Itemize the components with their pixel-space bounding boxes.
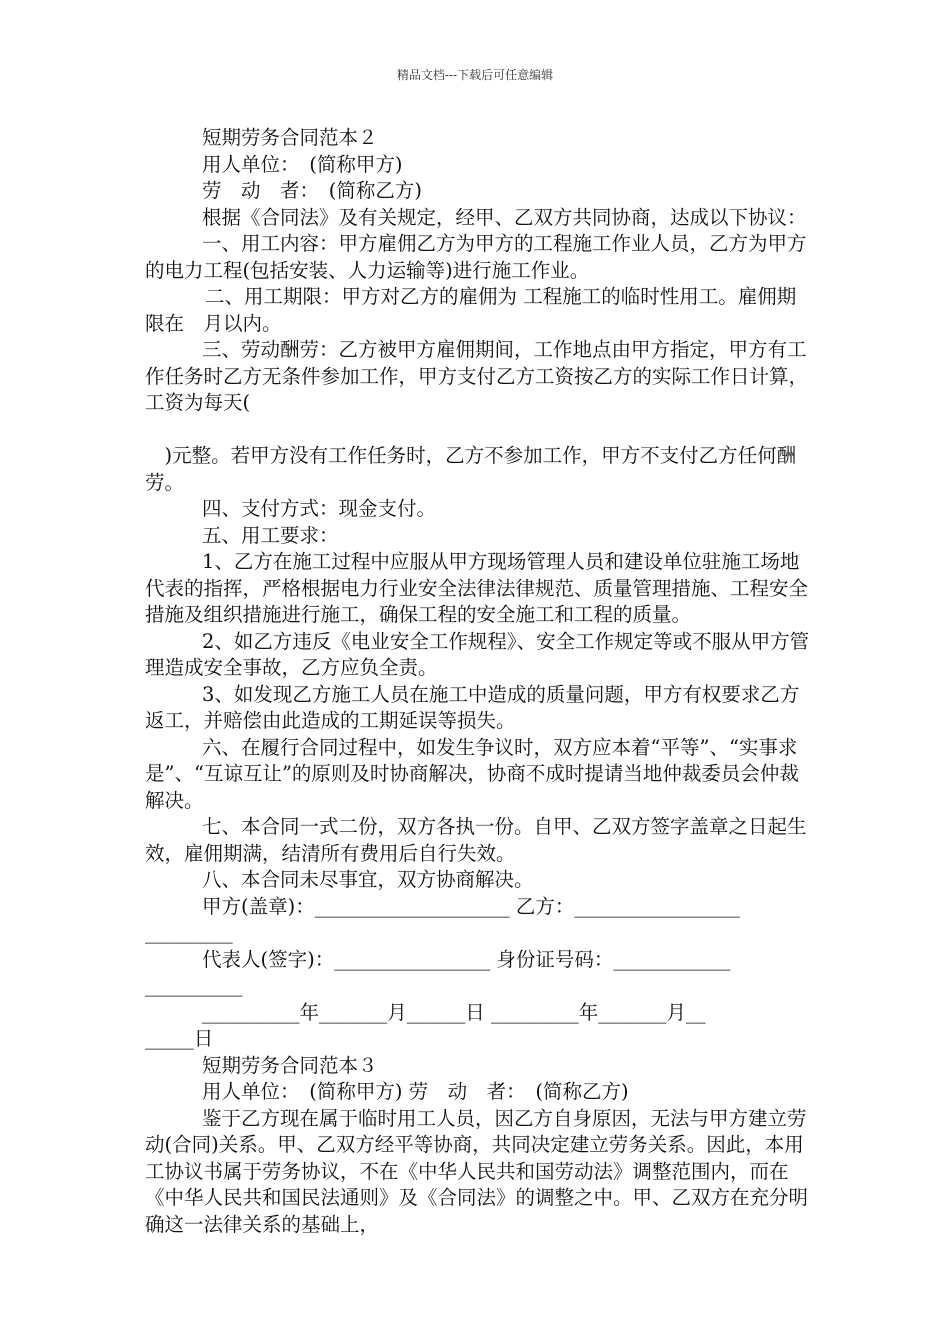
clause-1: 一、用工内容：甲方雇佣乙方为甲方的工程施工作业人员，乙方为甲方的电力工程(包括安装、人力运输等)进行施工作业。 xyxy=(145,232,807,282)
signature-line-date-continued: _____日 xyxy=(145,1027,214,1050)
clause-3: 三、劳动酬劳：乙方被甲方雇佣期间，工作地点由甲方指定，甲方有工作任务时乙方无条件参加工作，甲方支付乙方工资按乙方的实际工作日计算，工资为每天( xyxy=(145,338,809,414)
clause-3-continued: )元整。若甲方没有工作任务时，乙方不参加工作，甲方不支付乙方任何酬劳。 xyxy=(145,444,797,494)
parties-line-3: 用人单位： (简称甲方) 劳 动 者： (简称乙方) xyxy=(202,1080,629,1103)
contract-document xyxy=(145,125,810,1238)
signature-line-parties-continued: _________ xyxy=(145,921,233,944)
signature-line-parties: 甲方(盖章)：____________________ 乙方：_________________ xyxy=(202,894,741,918)
section-title: 短期劳务合同范本２ xyxy=(202,126,378,149)
clause-5-item-3: 3、如发现乙方施工人员在施工中造成的质量问题，甲方有权要求乙方返工，并赔偿由此造成的工期延误等损失。 xyxy=(145,682,800,732)
signature-line-representative-continued: __________ xyxy=(145,974,243,997)
preamble-paragraph: 根据《合同法》及有关规定，经甲、乙双方共同协商，达成以下协议： xyxy=(202,205,807,229)
clause-5: 五、用工要求： xyxy=(202,523,339,547)
clause-7: 七、本合同一式二份，双方各执一份。自甲、乙双方签字盖章之日起生效，雇佣期满，结清所有费用后自行失效。 xyxy=(145,815,807,865)
clause-5-item-2: 2、如乙方违反《电业安全工作规程》、安全工作规定等或不服从甲方管理造成安全事故，乙方应负全责。 xyxy=(145,629,810,679)
clause-4: 四、支付方式：现金支付。 xyxy=(202,497,437,520)
worker-line: 劳 动 者： (简称乙方) xyxy=(202,179,422,202)
blank-gap xyxy=(145,417,810,444)
preamble-paragraph-3: 鉴于乙方现在属于临时用工人员，因乙方自身原因，无法与甲方建立劳动(合同)关系。甲、乙双方经平等协商，共同决定建立劳务关系。因此，本用工协议书属于劳务协议，不在《中华人民共和国劳动法》调整范围内，而在《中华人民共和国民法通则》及《合同法》的调整之中。甲、乙双方在充分明确这一法律关系的基础上， xyxy=(145,1106,809,1236)
signature-line-representative: 代表人(签字)：________________ 身份证号码：____________ xyxy=(202,947,731,971)
clause-2: 二、用工期限：甲方对乙方的雇佣为 工程施工的临时性用工。雇佣期限在 月以内。 xyxy=(145,285,797,335)
signature-line-date: __________年_______月______日 _________年_______月__ xyxy=(202,1000,706,1024)
section-title-3: 短期劳务合同范本３ xyxy=(202,1053,378,1077)
employer-line: 用人单位： (简称甲方) xyxy=(202,152,403,176)
clause-5-item-1: 1、乙方在施工过程中应服从甲方现场管理人员和建设单位驻施工场地代表的指挥，严格根据电力行业安全法律法律规范、质量管理措施、工程安全措施及组织措施进行施工，确保工程的安全施工和工程的质量。 xyxy=(145,550,809,626)
page-header: 精品文档---下载后可任意编辑 xyxy=(396,68,554,82)
clause-6: 六、在履行合同过程中，如发生争议时，双方应本着“平等”、“实事求是”、“互谅互让”的原则及时协商解决，协商不成时提请当地仲裁委员会仲裁解决。 xyxy=(145,735,799,812)
clause-8: 八、本合同未尽事宜，双方协商解决。 xyxy=(202,868,534,891)
